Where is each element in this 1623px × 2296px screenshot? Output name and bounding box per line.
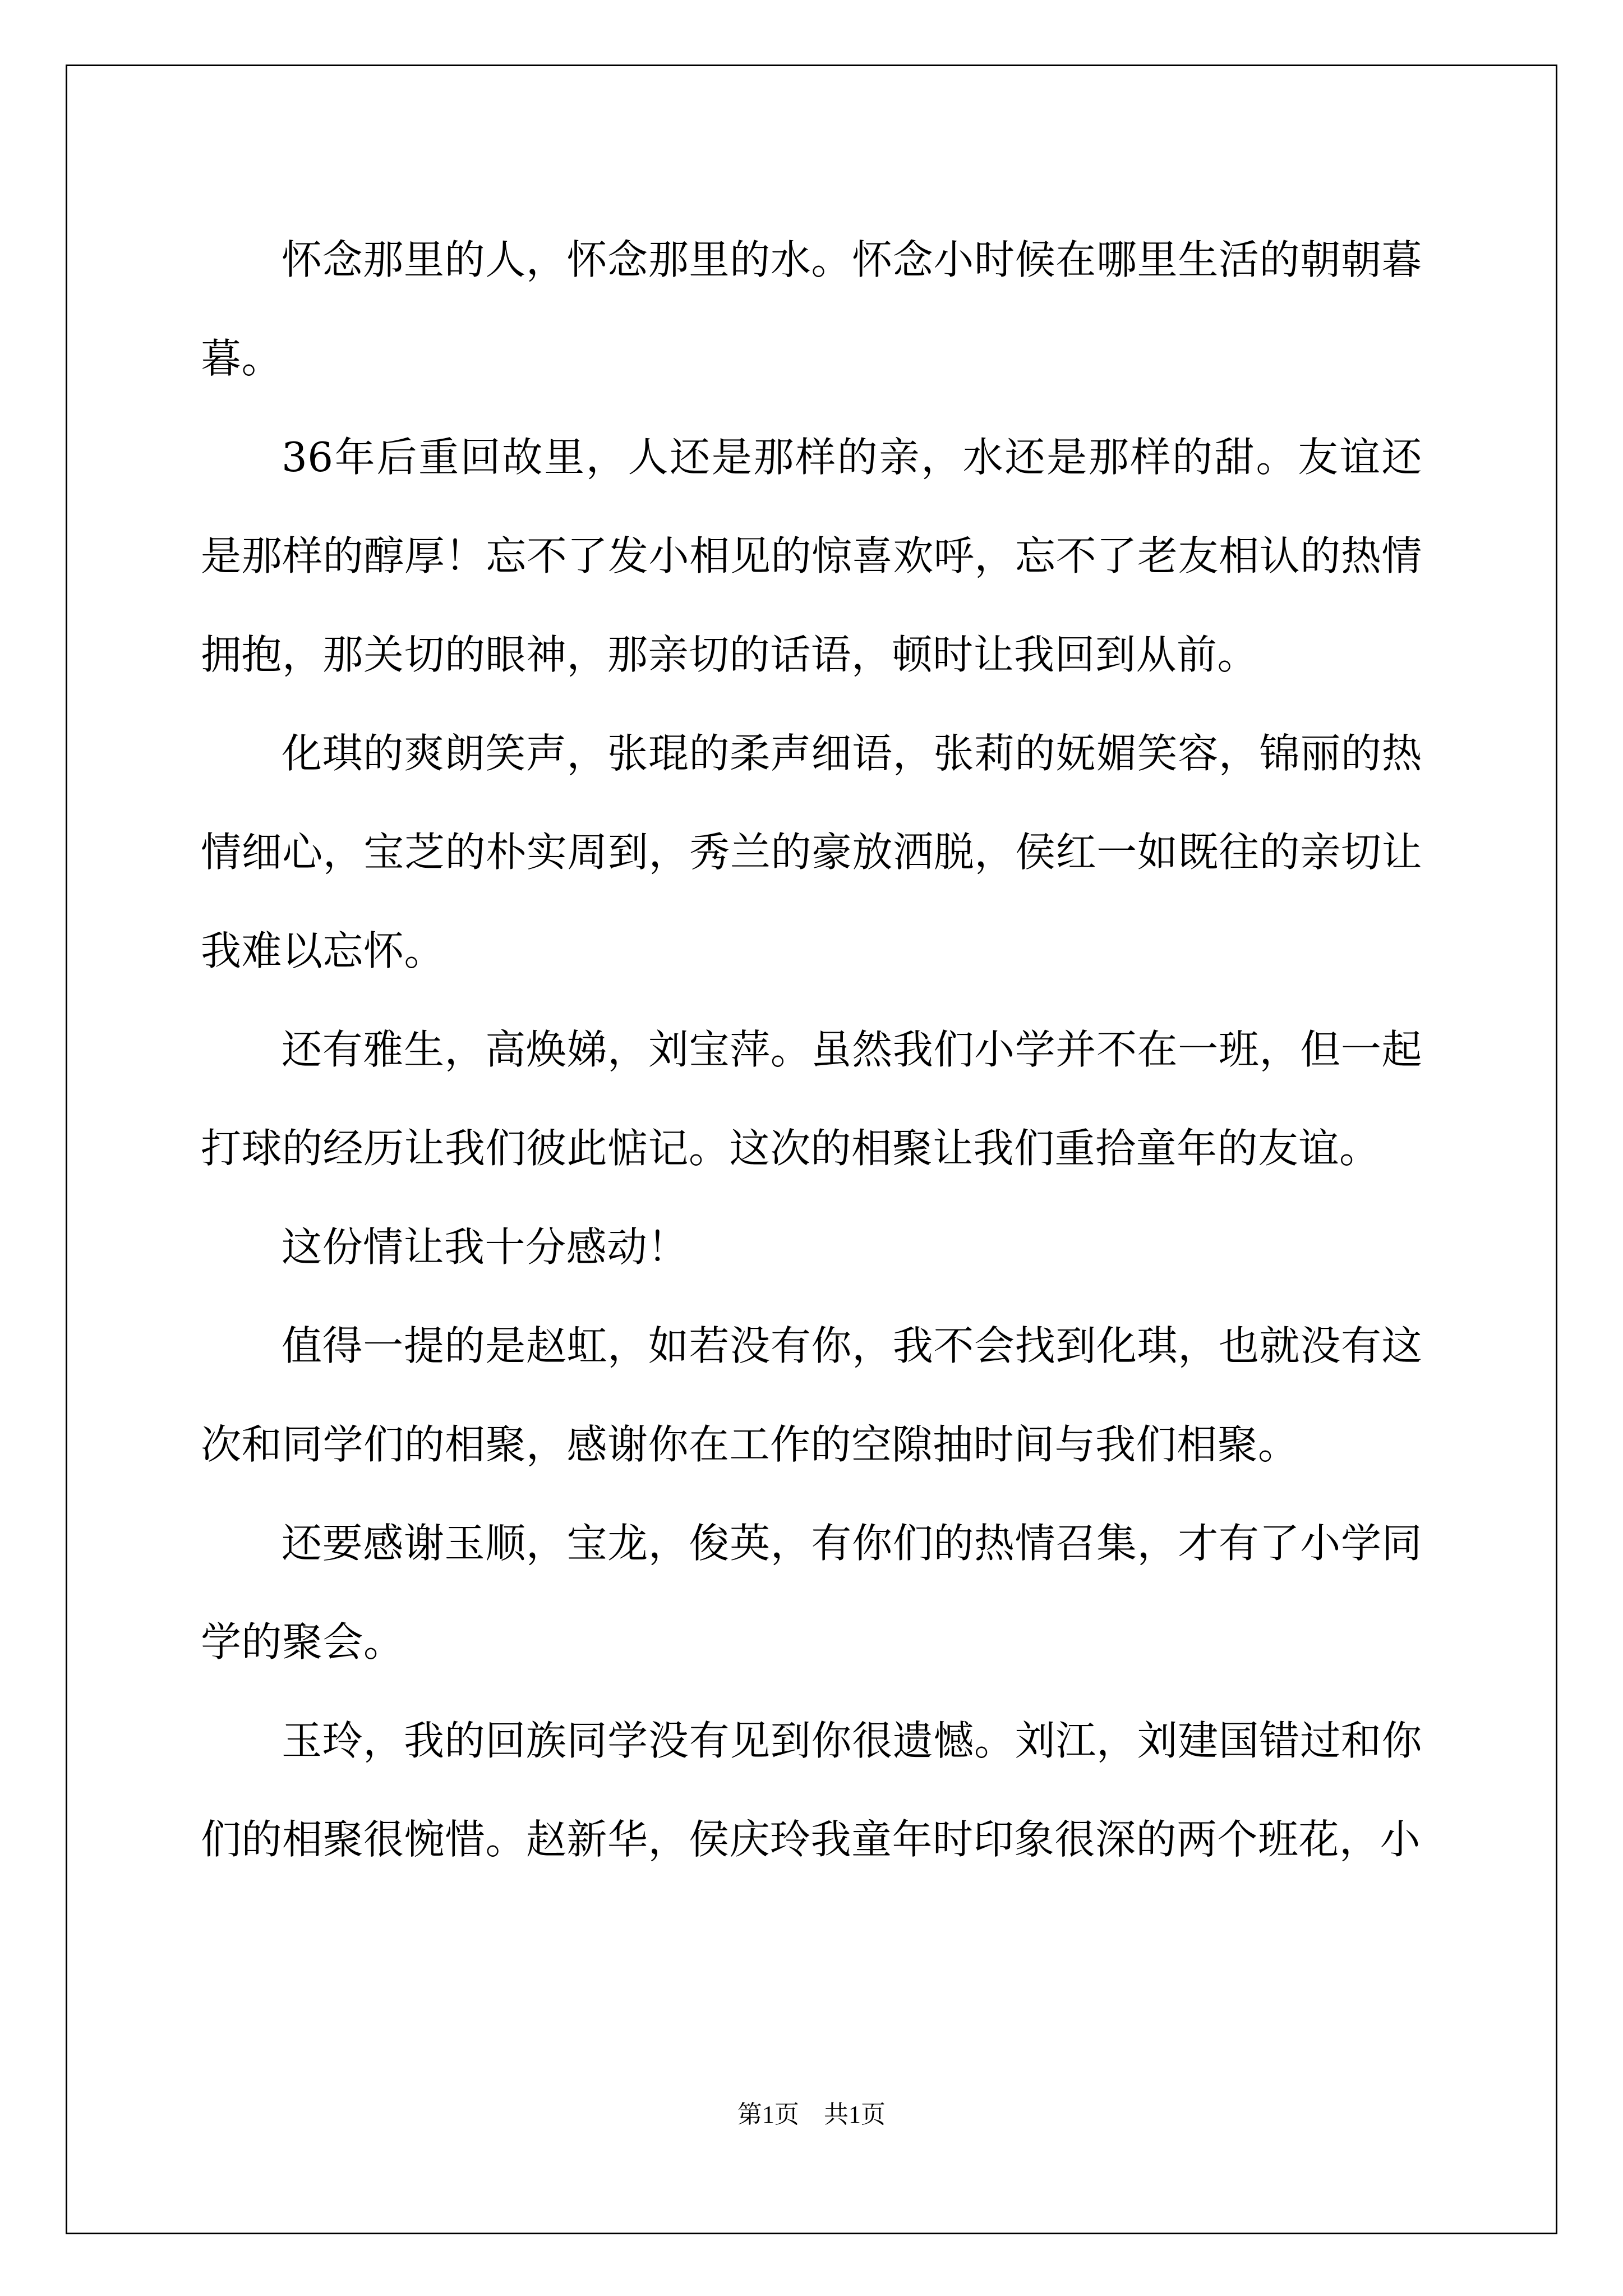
paragraph: 值得一提的是赵虹，如若没有你，我不会找到化琪，也就没有这次和同学们的相聚，感谢你在工作的空隙抽时间与我们相聚。 [201,1322,1422,1468]
paragraph: 还要感谢玉顺，宝龙，俊英，有你们的热情召集，才有了小学同学的聚会。 [201,1520,1422,1665]
paragraph: 还有雅生，高焕娣，刘宝萍。虽然我们小学并不在一班，但一起打球的经历让我们彼此惦记。这次的相聚让我们重拾童年的友谊。 [201,1026,1422,1172]
page-footer [0,2098,1623,2132]
paragraph: 这份情让我十分感动！ [282,1223,689,1271]
paragraph: 36年后重回故里，人还是那样的亲，水还是那样的甜。友谊还是那样的醇厚！忘不了发小相见的惊喜欢呼，忘不了老友相认的热情拥抱，那关切的眼神，那亲切的话语，顿时让我回到从前。 [201,434,1422,678]
page-total: 共1页 [824,2101,886,2128]
document-body [201,210,1422,1889]
paragraph: 怀念那里的人，怀念那里的水。怀念小时候在哪里生活的朝朝暮暮。 [201,236,1422,382]
page-number: 第1页 [737,2101,799,2128]
paragraph: 化琪的爽朗笑声，张琨的柔声细语，张莉的妩媚笑容，锦丽的热情细心，宝芝的朴实周到，秀兰的豪放洒脱，侯红一如既往的亲切让我难以忘怀。 [201,730,1422,974]
paragraph: 玉玲，我的回族同学没有见到你很遗憾。刘江，刘建国错过和你们的相聚很惋惜。赵新华，侯庆玲我童年时印象很深的两个班花，小 [201,1717,1422,1863]
